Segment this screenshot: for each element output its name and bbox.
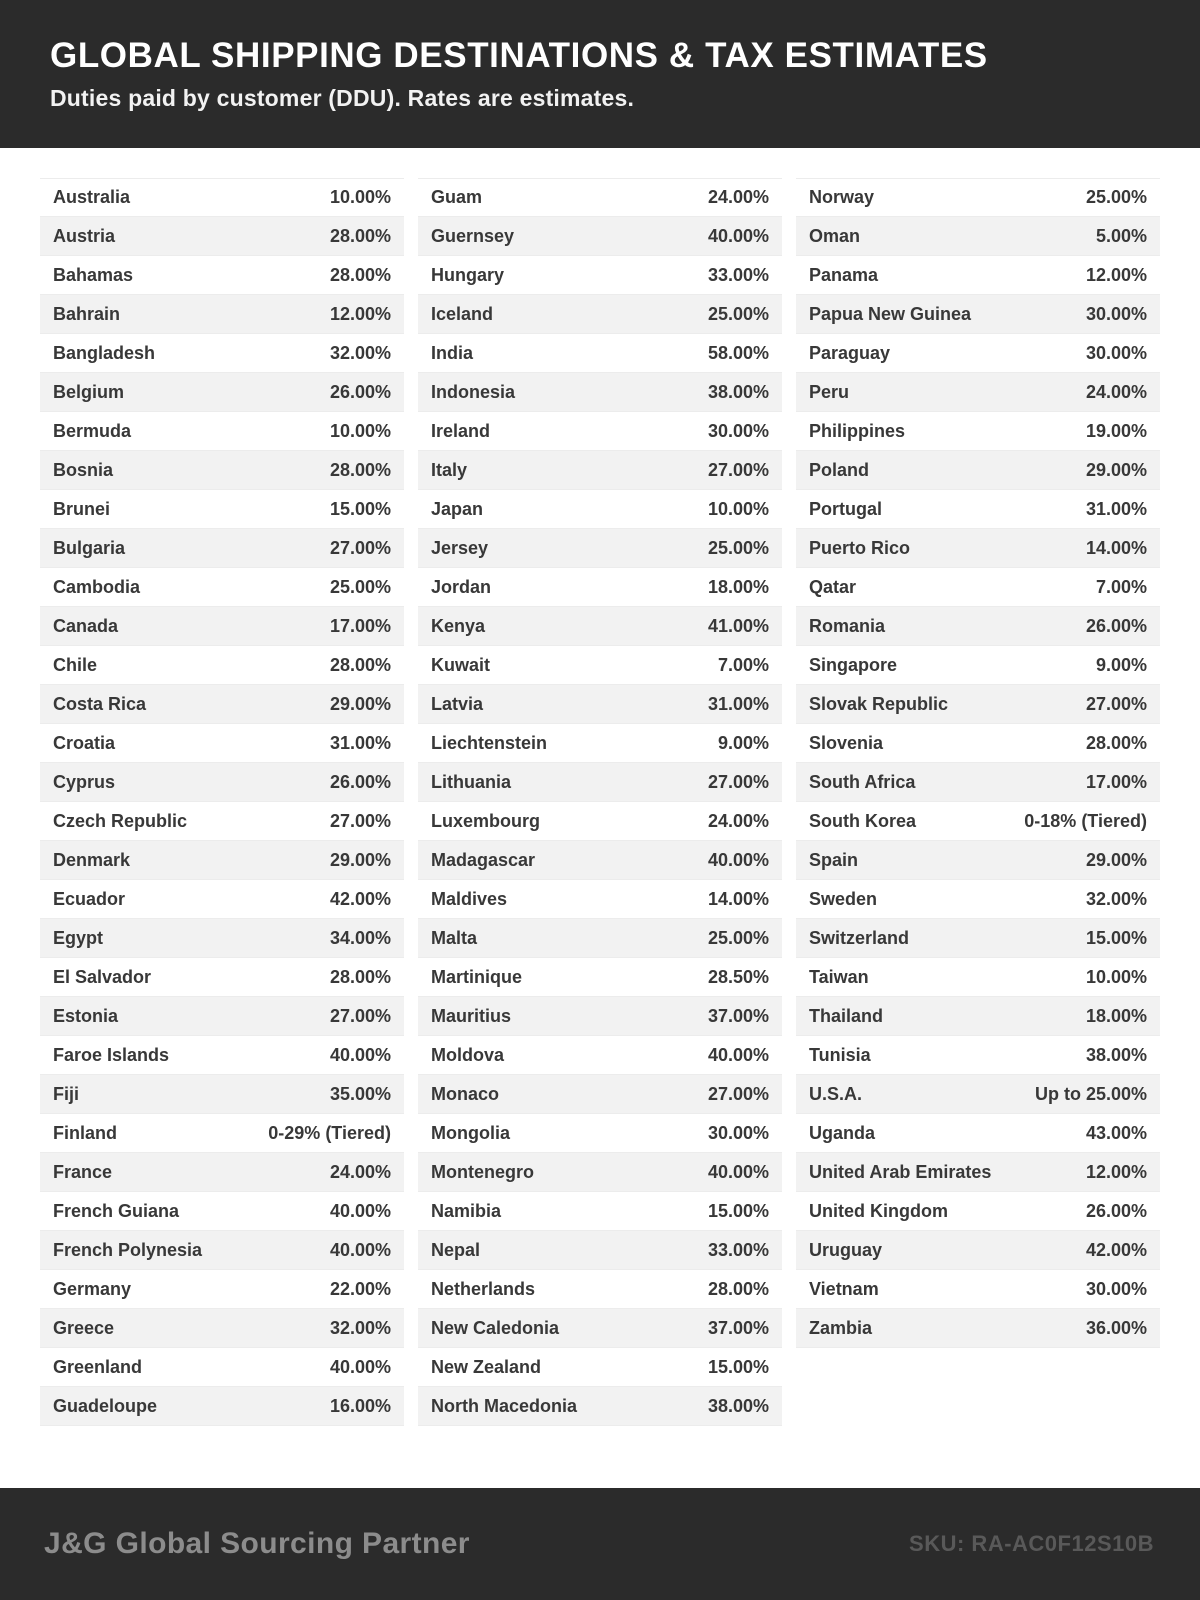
rate-value: 12.00% <box>1085 264 1147 285</box>
table-row <box>796 295 1160 334</box>
rate-value: 15.00% <box>1085 927 1147 948</box>
country-label: Slovenia <box>809 732 884 753</box>
table-row <box>40 685 404 724</box>
rates-column-2 <box>418 178 782 1426</box>
rate-value: 25.00% <box>707 537 769 558</box>
country-label: French Guiana <box>53 1200 180 1221</box>
sku-label: SKU: RA-AC0F12S10B <box>909 1531 1154 1556</box>
rate-value: 10.00% <box>1085 966 1147 987</box>
header <box>0 0 1200 148</box>
country-label: Hungary <box>431 264 505 285</box>
table-row <box>796 1309 1160 1348</box>
country-label: India <box>431 342 474 363</box>
table-row <box>40 373 404 412</box>
rates-table-area <box>0 148 1200 1488</box>
table-row <box>418 646 782 685</box>
table-row <box>40 178 404 217</box>
country-label: Taiwan <box>809 966 869 987</box>
table-row <box>796 490 1160 529</box>
page-title: GLOBAL SHIPPING DESTINATIONS & TAX ESTIMATES <box>50 36 988 76</box>
rate-value: 32.00% <box>1085 888 1147 909</box>
rate-value: 42.00% <box>1085 1239 1147 1260</box>
rate-value: 28.00% <box>329 654 391 675</box>
table-row <box>418 919 782 958</box>
table-row <box>796 958 1160 997</box>
table-row <box>796 1114 1160 1153</box>
country-label: Finland <box>53 1122 117 1143</box>
country-label: Norway <box>809 187 875 207</box>
rate-value: 28.00% <box>1085 732 1147 753</box>
country-label: Singapore <box>809 654 898 675</box>
table-row <box>40 958 404 997</box>
country-label: Guam <box>431 187 483 207</box>
rate-value: 27.00% <box>707 459 769 480</box>
table-row <box>418 997 782 1036</box>
country-label: Fiji <box>53 1083 79 1104</box>
table-row <box>418 958 782 997</box>
country-label: Bahrain <box>53 303 121 324</box>
rate-value: 12.00% <box>329 303 391 324</box>
country-label: Guernsey <box>431 225 515 246</box>
rate-value: 25.00% <box>707 303 769 324</box>
country-label: Madagascar <box>431 849 536 870</box>
country-label: Japan <box>431 498 484 519</box>
rates-column-1 <box>40 178 404 1426</box>
table-row <box>418 1036 782 1075</box>
table-row <box>40 568 404 607</box>
country-label: Costa Rica <box>53 693 147 714</box>
rate-value: 27.00% <box>329 810 391 831</box>
country-label: Kenya <box>431 615 486 636</box>
table-row <box>40 1231 404 1270</box>
table-row <box>796 373 1160 412</box>
country-label: Chile <box>53 654 98 675</box>
country-label: Ireland <box>431 420 491 441</box>
rate-value: 30.00% <box>707 420 769 441</box>
table-row <box>796 802 1160 841</box>
table-row <box>796 724 1160 763</box>
country-label: Monaco <box>431 1083 500 1104</box>
rate-value: 14.00% <box>1085 537 1147 558</box>
table-row <box>796 412 1160 451</box>
table-row <box>40 295 404 334</box>
table-row <box>796 568 1160 607</box>
rate-value: 22.00% <box>329 1278 391 1299</box>
country-label: Puerto Rico <box>809 537 911 558</box>
table-row <box>796 607 1160 646</box>
table-row <box>418 334 782 373</box>
rate-value: 15.00% <box>707 1356 769 1377</box>
rate-value: 10.00% <box>707 498 769 519</box>
country-label: El Salvador <box>53 966 152 987</box>
rate-value: 18.00% <box>1085 1005 1147 1026</box>
table-row <box>796 1231 1160 1270</box>
table-row <box>40 1192 404 1231</box>
rate-value: 27.00% <box>1085 693 1147 714</box>
country-label: Namibia <box>431 1200 502 1221</box>
rate-value: 14.00% <box>707 888 769 909</box>
rate-value: 31.00% <box>329 732 391 753</box>
rate-value: 31.00% <box>707 693 769 714</box>
table-row <box>40 724 404 763</box>
country-label: Indonesia <box>431 381 516 402</box>
country-label: Vietnam <box>809 1278 879 1299</box>
country-label: Panama <box>809 264 879 285</box>
table-row <box>418 685 782 724</box>
table-row <box>418 256 782 295</box>
table-row <box>796 919 1160 958</box>
country-label: United Kingdom <box>809 1200 948 1221</box>
country-label: Maldives <box>431 888 508 909</box>
table-row <box>418 1270 782 1309</box>
brand-name: J&G Global Sourcing Partner <box>44 1527 470 1560</box>
table-row <box>418 1114 782 1153</box>
rate-value: 25.00% <box>329 576 391 597</box>
table-row <box>418 568 782 607</box>
rate-value: 9.00% <box>1095 654 1147 675</box>
country-label: Cyprus <box>53 771 116 792</box>
table-row <box>796 1192 1160 1231</box>
country-label: Qatar <box>809 576 857 597</box>
table-row <box>418 1387 782 1426</box>
rate-value: 32.00% <box>329 1317 391 1338</box>
country-label: Slovak Republic <box>809 693 949 714</box>
rate-value: 24.00% <box>329 1161 391 1182</box>
rate-value: 42.00% <box>329 888 391 909</box>
rate-value: 40.00% <box>329 1239 391 1260</box>
table-row <box>40 256 404 295</box>
country-label: New Caledonia <box>431 1317 560 1338</box>
table-row <box>40 880 404 919</box>
country-label: Portugal <box>809 498 883 519</box>
rate-value: 38.00% <box>707 381 769 402</box>
country-label: Romania <box>809 615 886 636</box>
rate-value: 40.00% <box>329 1200 391 1221</box>
rate-value: 28.00% <box>329 264 391 285</box>
rate-value: 37.00% <box>707 1317 769 1338</box>
table-row <box>796 334 1160 373</box>
rate-value: 27.00% <box>329 1005 391 1026</box>
country-label: Bangladesh <box>53 342 156 363</box>
country-label: Paraguay <box>809 342 891 363</box>
rate-value: 27.00% <box>329 537 391 558</box>
rate-value: 37.00% <box>707 1005 769 1026</box>
country-label: Mauritius <box>431 1005 512 1026</box>
country-label: Italy <box>431 459 468 480</box>
rate-value: 26.00% <box>1085 1200 1147 1221</box>
rate-value: 24.00% <box>1085 381 1147 402</box>
rate-value: 33.00% <box>707 264 769 285</box>
rate-value: 36.00% <box>1085 1317 1147 1338</box>
country-label: France <box>53 1161 113 1182</box>
rate-value: 58.00% <box>707 342 769 363</box>
rate-value: 24.00% <box>707 810 769 831</box>
rate-value: 30.00% <box>1085 1278 1147 1299</box>
rate-value: 38.00% <box>1085 1044 1147 1065</box>
rate-value: 38.00% <box>707 1395 769 1416</box>
rate-value: 31.00% <box>1085 498 1147 519</box>
table-row <box>418 724 782 763</box>
country-label: Luxembourg <box>431 810 541 831</box>
rate-value: 28.00% <box>329 225 391 246</box>
country-label: Austria <box>53 225 116 246</box>
country-label: Canada <box>53 615 119 636</box>
rate-value: 40.00% <box>707 849 769 870</box>
rate-value: 24.00% <box>707 187 769 207</box>
table-row <box>40 451 404 490</box>
rate-value: 26.00% <box>329 381 391 402</box>
table-row <box>418 490 782 529</box>
table-row <box>40 412 404 451</box>
country-label: South Korea <box>809 810 917 831</box>
rate-value: 16.00% <box>329 1395 391 1416</box>
page-subtitle: Duties paid by customer (DDU). Rates are estimates. <box>50 84 635 111</box>
table-row <box>796 256 1160 295</box>
table-row <box>40 1348 404 1387</box>
country-label: Greece <box>53 1317 115 1338</box>
table-row <box>418 763 782 802</box>
country-label: Uganda <box>809 1122 876 1143</box>
country-label: Philippines <box>809 420 906 441</box>
country-label: Nepal <box>431 1239 481 1260</box>
rate-value: 12.00% <box>1085 1161 1147 1182</box>
table-row <box>796 217 1160 256</box>
rate-value: 27.00% <box>707 1083 769 1104</box>
rate-value: 40.00% <box>329 1356 391 1377</box>
rate-value: 19.00% <box>1085 420 1147 441</box>
country-label: New Zealand <box>431 1356 542 1377</box>
table-row <box>796 763 1160 802</box>
table-row <box>40 607 404 646</box>
table-row <box>40 646 404 685</box>
country-label: Egypt <box>53 927 104 948</box>
rate-value: 10.00% <box>329 420 391 441</box>
rate-value: Up to 25.00% <box>1034 1083 1147 1104</box>
country-label: Latvia <box>431 693 484 714</box>
rate-value: 15.00% <box>707 1200 769 1221</box>
country-label: Brunei <box>53 498 111 519</box>
country-label: Lithuania <box>431 771 511 792</box>
country-label: Peru <box>809 381 850 402</box>
country-label: Mongolia <box>431 1122 510 1143</box>
rate-value: 43.00% <box>1085 1122 1147 1143</box>
country-label: South Africa <box>809 771 916 792</box>
table-row <box>796 529 1160 568</box>
table-row <box>40 997 404 1036</box>
rate-value: 18.00% <box>707 576 769 597</box>
rate-value: 25.00% <box>707 927 769 948</box>
country-label: Kuwait <box>431 654 491 675</box>
rate-value: 40.00% <box>329 1044 391 1065</box>
table-row <box>796 178 1160 217</box>
rate-value: 26.00% <box>329 771 391 792</box>
rate-value: 27.00% <box>707 771 769 792</box>
rates-table <box>40 178 1160 1426</box>
rate-value: 29.00% <box>329 693 391 714</box>
rate-value: 7.00% <box>717 654 769 675</box>
footer <box>0 1488 1200 1600</box>
table-row <box>418 373 782 412</box>
country-label: Jersey <box>431 537 489 558</box>
table-row <box>40 529 404 568</box>
country-label: Oman <box>809 225 861 246</box>
table-row <box>418 529 782 568</box>
rate-value: 29.00% <box>329 849 391 870</box>
table-row <box>40 1036 404 1075</box>
country-label: Ecuador <box>53 888 126 909</box>
country-label: Poland <box>809 459 870 480</box>
country-label: Greenland <box>53 1356 143 1377</box>
table-row <box>796 997 1160 1036</box>
rate-value: 41.00% <box>707 615 769 636</box>
country-label: Spain <box>809 849 859 870</box>
table-row <box>418 178 782 217</box>
country-label: Zambia <box>809 1317 873 1338</box>
country-label: Liechtenstein <box>431 732 548 753</box>
country-label: Thailand <box>809 1005 884 1026</box>
rate-value: 9.00% <box>717 732 769 753</box>
rate-value: 0-29% (Tiered) <box>268 1122 391 1143</box>
rate-value: 17.00% <box>329 615 391 636</box>
table-row <box>418 841 782 880</box>
table-row <box>418 1309 782 1348</box>
table-row <box>796 841 1160 880</box>
country-label: Germany <box>53 1278 132 1299</box>
country-label: Jordan <box>431 576 492 597</box>
rate-value: 0-18% (Tiered) <box>1024 810 1147 831</box>
table-row <box>796 1270 1160 1309</box>
table-row <box>796 1153 1160 1192</box>
rate-value: 32.00% <box>329 342 391 363</box>
country-label: United Arab Emirates <box>809 1161 992 1182</box>
country-label: Tunisia <box>809 1044 871 1065</box>
table-row <box>40 490 404 529</box>
table-row <box>40 1075 404 1114</box>
country-label: French Polynesia <box>53 1239 203 1260</box>
table-row <box>40 919 404 958</box>
table-row <box>796 685 1160 724</box>
table-row <box>418 607 782 646</box>
table-row <box>40 217 404 256</box>
rate-value: 7.00% <box>1095 576 1147 597</box>
rate-value: 33.00% <box>707 1239 769 1260</box>
rate-value: 35.00% <box>329 1083 391 1104</box>
country-label: Martinique <box>431 966 523 987</box>
table-row <box>418 880 782 919</box>
table-row <box>40 763 404 802</box>
rate-value: 40.00% <box>707 225 769 246</box>
country-label: Netherlands <box>431 1278 536 1299</box>
rate-value: 5.00% <box>1095 225 1147 246</box>
rate-value: 28.00% <box>329 966 391 987</box>
country-label: Bahamas <box>53 264 134 285</box>
rates-column-3 <box>796 178 1160 1348</box>
rate-value: 29.00% <box>1085 459 1147 480</box>
country-label: Iceland <box>431 303 494 324</box>
country-label: Bermuda <box>53 420 132 441</box>
table-row <box>796 1036 1160 1075</box>
country-label: Papua New Guinea <box>809 303 972 324</box>
country-label: Malta <box>431 927 478 948</box>
table-row <box>418 295 782 334</box>
rate-value: 40.00% <box>707 1161 769 1182</box>
table-row <box>418 217 782 256</box>
rate-value: 34.00% <box>329 927 391 948</box>
country-label: North Macedonia <box>431 1395 578 1416</box>
country-label: U.S.A. <box>809 1083 863 1104</box>
country-label: Moldova <box>431 1044 505 1065</box>
table-row <box>418 1231 782 1270</box>
table-row <box>796 646 1160 685</box>
table-row <box>418 451 782 490</box>
table-row <box>40 802 404 841</box>
table-row <box>40 1114 404 1153</box>
country-label: Cambodia <box>53 576 141 597</box>
country-label: Sweden <box>809 888 878 909</box>
table-row <box>796 451 1160 490</box>
rate-value: 28.00% <box>329 459 391 480</box>
country-label: Bosnia <box>53 459 114 480</box>
country-label: Faroe Islands <box>53 1044 170 1065</box>
rate-value: 29.00% <box>1085 849 1147 870</box>
table-row <box>418 802 782 841</box>
table-row <box>40 1153 404 1192</box>
table-row <box>40 1387 404 1426</box>
country-label: Estonia <box>53 1005 119 1026</box>
country-label: Croatia <box>53 732 116 753</box>
table-row <box>418 1192 782 1231</box>
rate-value: 10.00% <box>329 187 391 207</box>
country-label: Switzerland <box>809 927 910 948</box>
rate-value: 40.00% <box>707 1044 769 1065</box>
rate-value: 17.00% <box>1085 771 1147 792</box>
table-row <box>418 1153 782 1192</box>
table-row <box>40 1309 404 1348</box>
rate-value: 25.00% <box>1085 187 1147 207</box>
rate-value: 28.50% <box>707 966 769 987</box>
table-row <box>418 1075 782 1114</box>
country-label: Czech Republic <box>53 810 188 831</box>
table-row <box>418 412 782 451</box>
rate-value: 30.00% <box>707 1122 769 1143</box>
rate-value: 30.00% <box>1085 303 1147 324</box>
table-row <box>40 841 404 880</box>
rate-value: 15.00% <box>329 498 391 519</box>
country-label: Denmark <box>53 849 131 870</box>
country-label: Australia <box>53 187 131 207</box>
rate-value: 26.00% <box>1085 615 1147 636</box>
table-row <box>40 1270 404 1309</box>
country-label: Guadeloupe <box>53 1395 158 1416</box>
table-row <box>418 1348 782 1387</box>
country-label: Uruguay <box>809 1239 883 1260</box>
country-label: Montenegro <box>431 1161 534 1182</box>
table-row <box>796 880 1160 919</box>
country-label: Belgium <box>53 381 125 402</box>
country-label: Bulgaria <box>53 537 126 558</box>
table-row <box>40 334 404 373</box>
rate-value: 28.00% <box>707 1278 769 1299</box>
rate-value: 30.00% <box>1085 342 1147 363</box>
table-row <box>796 1075 1160 1114</box>
